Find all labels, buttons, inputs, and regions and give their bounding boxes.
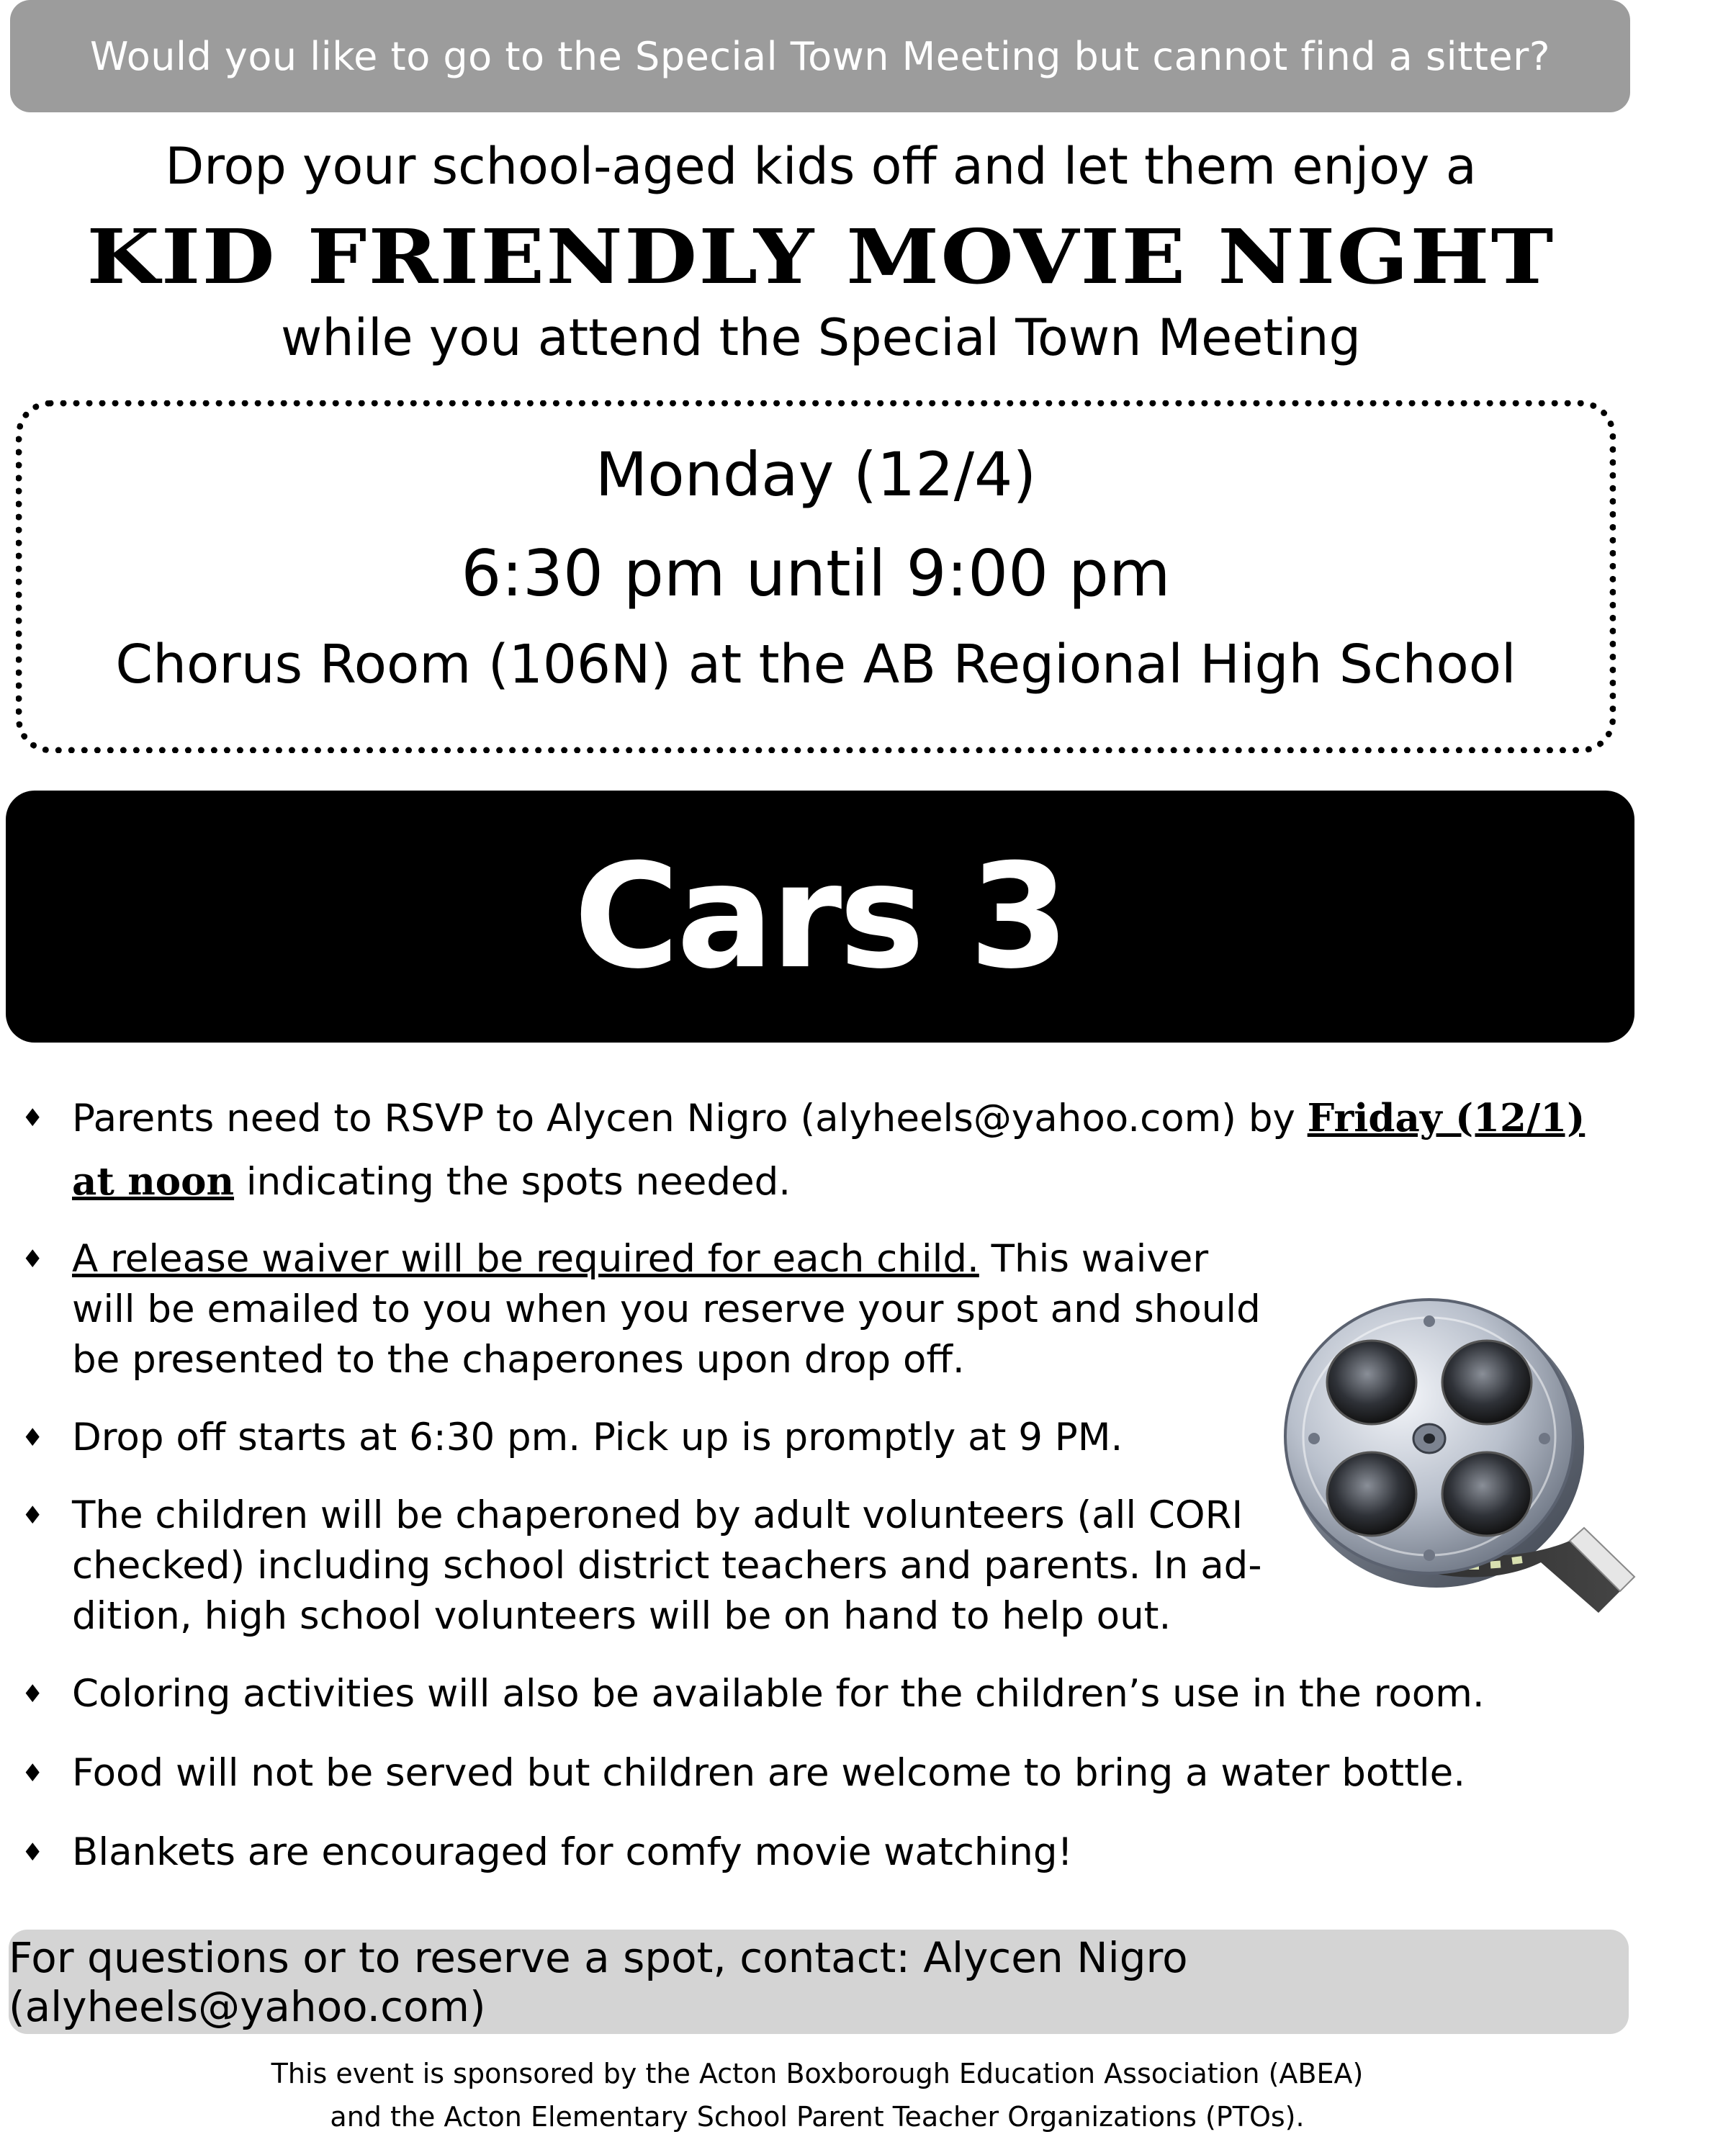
- bullet-text: will be emailed to you when you reserve your spot and should: [72, 1287, 1261, 1331]
- movie-title: Cars 3: [573, 832, 1067, 1001]
- diamond-bullet-icon: ♦: [22, 1838, 44, 1867]
- bullet-text: The children will be chaperoned by adult volunteers (all CORI: [72, 1493, 1243, 1537]
- diamond-bullet-icon: ♦: [22, 1501, 44, 1530]
- rsvp-deadline-time: at noon: [72, 1159, 235, 1204]
- bullet-text: Coloring activities will also be available for the children’s use in the room.: [72, 1672, 1485, 1716]
- bullet-text: dition, high school volunteers will be on hand to help out.: [72, 1594, 1171, 1638]
- sponsor-line-2: and the Acton Elementary School Parent Teacher Organizations (PTOs).: [330, 2101, 1305, 2133]
- diamond-bullet-icon: ♦: [22, 1680, 44, 1709]
- sponsor-line-1: This event is sponsored by the Acton Boxborough Education Association (ABEA): [271, 2058, 1364, 2089]
- contact-text: For questions or to reserve a spot, contact: Alycen Nigro (alyheels@yahoo.com): [9, 1932, 1188, 2031]
- bullet-text: This waiver: [979, 1237, 1209, 1281]
- waiver-notice: A release waiver will be required for each child.: [72, 1237, 979, 1281]
- headline: KID FRIENDLY MOVIE NIGHT: [86, 212, 1555, 301]
- bullet-text: Parents need to RSVP to Alycen Nigro (alyheels@yahoo.com) by: [72, 1097, 1308, 1140]
- movie-title-box: [6, 791, 1634, 1043]
- bullet-text: checked) including school district teachers and parents. In ad-: [72, 1544, 1262, 1588]
- banner-text: Would you like to go to the Special Town Meeting but cannot find a sitter?: [89, 33, 1551, 79]
- diamond-bullet-icon: ♦: [22, 1245, 44, 1274]
- film-reel-icon: [1282, 1274, 1642, 1620]
- event-time: 6:30 pm until 9:00 pm: [461, 536, 1171, 611]
- intro-line-1: Drop your school-aged kids off and let them enjoy a: [165, 137, 1477, 196]
- bullet-text: indicating the spots needed.: [234, 1160, 791, 1204]
- diamond-bullet-icon: ♦: [22, 1104, 44, 1133]
- contact-bar: [9, 1930, 1629, 2034]
- diamond-bullet-icon: ♦: [22, 1759, 44, 1788]
- bullet-text: Blankets are encouraged for comfy movie watching!: [72, 1830, 1073, 1874]
- diamond-bullet-icon: ♦: [22, 1423, 44, 1452]
- bullet-text: be presented to the chaperones upon drop off.: [72, 1338, 965, 1382]
- event-date: Monday (12/4): [595, 439, 1037, 510]
- intro-line-3: while you attend the Special Town Meeting: [281, 308, 1361, 367]
- bullet-text: Drop off starts at 6:30 pm. Pick up is promptly at 9 PM.: [72, 1416, 1123, 1459]
- top-banner: [10, 0, 1630, 112]
- rsvp-deadline: Friday (12/1): [1307, 1096, 1586, 1140]
- bullet-text: Food will not be served but children are welcome to bring a water bottle.: [72, 1751, 1466, 1795]
- event-place: Chorus Room (106N) at the AB Regional High School: [115, 634, 1516, 696]
